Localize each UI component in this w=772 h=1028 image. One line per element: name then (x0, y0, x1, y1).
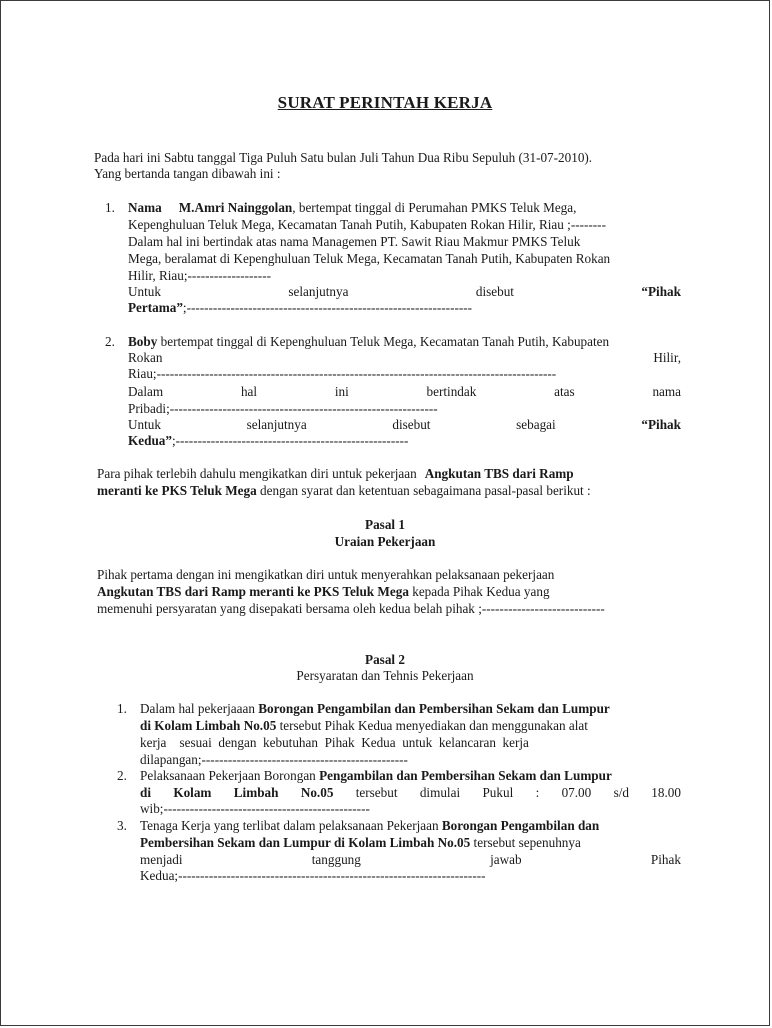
party2-number: 2. (105, 334, 115, 349)
pasal1-line-1: Pihak pertama dengan ini mengikatkan diri untuk menyerahkan pelaksanaan pekerjaan (97, 567, 555, 582)
pasal2-item1-line-1: Dalam hal pekerjaaan Borongan Pengambilan dan Pembersihan Sekam dan Lumpur (140, 701, 610, 716)
party2-line-4: Dalam hal ini bertindak atas nama (128, 384, 681, 399)
pasal2-item3-line-4: Kedua;---------------------------------------------------------------------- (140, 868, 486, 883)
pasal2-item1-line-3: kerja sesuai dengan kebutuhan Pihak Kedua untuk kelancaran kerja (140, 735, 529, 750)
pasal2-item3-line-1: Tenaga Kerja yang terlibat dalam pelaksanaan Pekerjaan Borongan Pengambilan dan (140, 818, 600, 833)
party2-line-3: Riau;------------------------------------------------------------------------------------------- (128, 366, 557, 381)
party1-line-5: Hilir, Riau;------------------- (128, 268, 271, 283)
pasal2-item1-line-4: dilapangan;----------------------------------------------- (140, 752, 408, 767)
pasal2-heading: Pasal 2 (365, 652, 405, 667)
pasal1-heading: Pasal 1 (365, 517, 405, 532)
pasal2-item3-line-2: Pembersihan Sekam dan Lumpur di Kolam Limbah No.05 tersebut sepenuhnya (140, 835, 581, 850)
party1-line-6: Untuk selanjutnya disebut “Pihak (128, 284, 681, 299)
party1-name-label: Nama (128, 200, 162, 215)
party1-name: M.Amri Nainggolan (178, 200, 293, 215)
pasal2-item2-line-3: wib;----------------------------------------------- (140, 801, 370, 816)
party2-line-6: Untuk selanjutnya disebut sebagai “Pihak (128, 417, 681, 432)
party2-line-1: Boby bertempat tinggal di Kepenghuluan Teluk Mega, Kecamatan Tanah Putih, Kabupaten (128, 334, 610, 349)
party1-line-2: Kepenghuluan Teluk Mega, Kecamatan Tanah Putih, Kabupaten Rokan Hilir, Riau ;-------- (128, 217, 606, 232)
party2-line-5: Pribadi;------------------------------------------------------------- (128, 401, 438, 416)
pasal2-item3-line-3: menjadi tanggung jawab Pihak (140, 852, 681, 867)
party1-line-1: Nama M.Amri Nainggolan, bertempat tinggal di Perumahan PMKS Teluk Mega, (128, 200, 577, 215)
party2-name: Boby (128, 334, 158, 349)
pasal2-item3-number: 3. (117, 818, 127, 833)
para-line-2: meranti ke PKS Teluk Mega dengan syarat dan ketentuan sebagaimana pasal-pasal berikut : (97, 483, 591, 498)
pasal2-item1-number: 1. (117, 701, 127, 716)
pasal1-subheading: Uraian Pekerjaan (334, 534, 436, 549)
party1-line-3: Dalam hal ini bertindak atas nama Managemen PT. Sawit Riau Makmur PMKS Teluk (128, 234, 581, 249)
intro-line-1: Pada hari ini Sabtu tanggal Tiga Puluh Satu bulan Juli Tahun Dua Ribu Sepuluh (31-07-2010). (94, 150, 593, 165)
pasal2-subheading: Persyaratan dan Tehnis Pekerjaan (296, 668, 474, 683)
party2-line-2: Rokan Hilir, (128, 350, 681, 365)
pasal1-line-3: memenuhi persyaratan yang disepakati bersama oleh kedua belah pihak ;---------------------------- (97, 601, 605, 616)
party1-line-7: Pertama”;----------------------------------------------------------------- (128, 300, 473, 315)
pasal2-item1-line-2: di Kolam Limbah No.05 tersebut Pihak Kedua menyediakan dan menggunakan alat (140, 718, 588, 733)
party2-line-7: Kedua”;----------------------------------------------------- (128, 433, 409, 448)
pasal1-line-2: Angkutan TBS dari Ramp meranti ke PKS Teluk Mega kepada Pihak Kedua yang (97, 584, 550, 599)
party1-line-4: Mega, beralamat di Kepenghuluan Teluk Mega, Kecamatan Tanah Putih, Kabupaten Rokan (128, 251, 611, 266)
document-title: SURAT PERINTAH KERJA (277, 93, 493, 112)
pasal2-item2-line-1: Pelaksanaan Pekerjaan Borongan Pengambilan dan Pembersihan Sekam dan Lumpur (140, 768, 612, 783)
pasal2-item2-line-2: di Kolam Limbah No.05 tersebut dimulai Pukul : 07.00 s/d 18.00 (140, 785, 681, 800)
intro-line-2: Yang bertanda tangan dibawah ini : (94, 166, 281, 181)
para-line-1: Para pihak terlebih dahulu mengikatkan diri untuk pekerjaan Angkutan TBS dari Ramp (97, 466, 574, 481)
pasal2-item2-number: 2. (117, 768, 127, 783)
party1-number: 1. (105, 200, 115, 215)
